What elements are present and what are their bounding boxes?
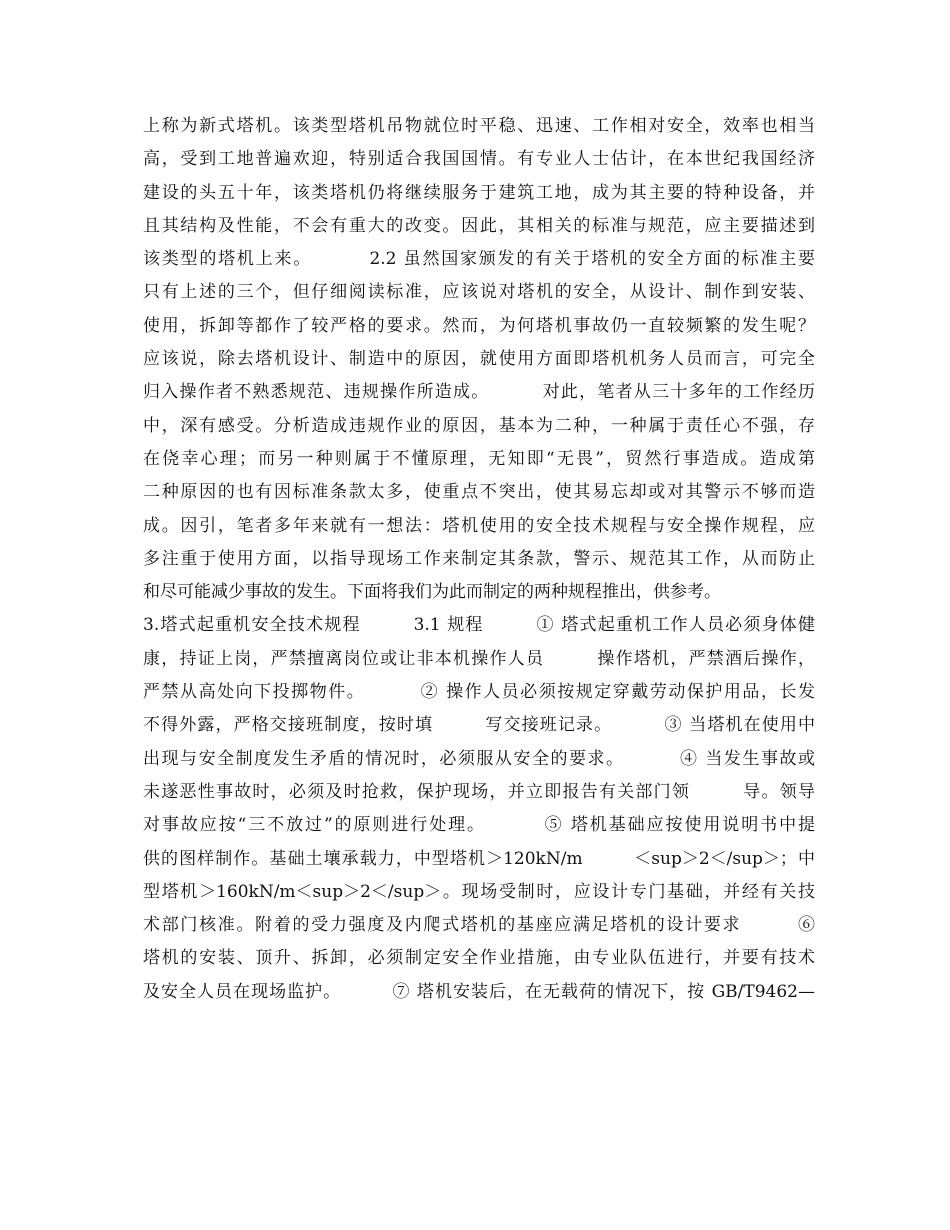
- document-body-text: [143, 110, 815, 1009]
- text-line: 且其结构及性能，不会有重大的改变。因此，其相关的标准与规范，应主要描述到: [143, 215, 815, 236]
- text-line: 中，深有感受。分析造成违规作业的原因，基本为二种，一种属于责任心不强，存: [143, 415, 815, 436]
- text-line: 出现与安全制度发生矛盾的情况时，必须服从安全的要求。 ④ 当发生事故或: [143, 748, 815, 769]
- text-line: 多注重于使用方面，以指导现场工作来制定其条款，警示、规范其工作，从而防止: [143, 548, 815, 569]
- text-line: 型塔机＞160kN/m＜sup＞2＜/sup＞。现场受制时，应设计专门基础，并经有关技: [143, 881, 815, 902]
- text-line: 归入操作者不熟悉规范、违规操作所造成。 对此，笔者从三十多年的工作经历: [143, 382, 815, 403]
- text-line: 术部门核准。附着的受力强度及内爬式塔机的基座应满足塔机的设计要求 ⑥: [143, 915, 815, 936]
- text-line: 和尽可能减少事故的发生。下面将我们为此而制定的两种规程推出，供参考。: [143, 582, 721, 603]
- text-line: 不得外露，严格交接班制度，按时填 写交接班记录。 ③ 当塔机在使用中: [143, 715, 815, 736]
- text-line: 成。因引，笔者多年来就有一想法：塔机使用的安全技术规程与安全操作规程，应: [143, 515, 815, 536]
- text-line: 严禁从高处向下投掷物件。 ② 操作人员必须按规定穿戴劳动保护用品，长发: [143, 682, 815, 703]
- text-line: 高，受到工地普遍欢迎，特别适合我国国情。有专业人士估计，在本世纪我国经济: [143, 149, 815, 170]
- text-line: 该类型的塔机上来。 2.2 虽然国家颁发的有关于塔机的安全方面的标准主要: [143, 249, 815, 270]
- text-line: 对事故应按“三不放过”的原则进行处理。 ⑤ 塔机基础应按使用说明书中提: [143, 815, 815, 836]
- text-line: 3.塔式起重机安全技术规程 3.1 规程 ① 塔式起重机工作人员必须身体健: [143, 615, 815, 636]
- text-line: 康，持证上岗，严禁擅离岗位或让非本机操作人员 操作塔机，严禁酒后操作，: [143, 648, 815, 669]
- text-line: 供的图样制作。基础土壤承载力，中型塔机＞120kN/m ＜sup＞2＜/sup＞；中: [143, 848, 815, 869]
- text-line: 塔机的安装、顶升、拆卸，必须制定安全作业措施，由专业队伍进行，并要有技术: [143, 948, 815, 969]
- text-line: 未遂恶性事故时，必须及时抢救，保护现场，并立即报告有关部门领 导。领导: [143, 781, 815, 802]
- text-line: 在侥幸心理；而另一种则属于不懂原理，无知即“无畏”，贸然行事造成。造成第: [143, 448, 815, 469]
- text-line: 只有上述的三个，但仔细阅读标准，应该说对塔机的安全，从设计、制作到安装、: [143, 282, 815, 303]
- text-line: 使用，拆卸等都作了较严格的要求。然而，为何塔机事故仍一直较频繁的发生呢？: [143, 315, 815, 336]
- text-line: 应该说，除去塔机设计、制造中的原因，就使用方面即塔机机务人员而言，可完全: [143, 349, 815, 370]
- text-line: 上称为新式塔机。该类型塔机吊物就位时平稳、迅速、工作相对安全，效率也相当: [143, 116, 815, 136]
- text-line: 及安全人员在现场监护。 ⑦ 塔机安装后，在无载荷的情况下，按 GB/T9462—: [143, 981, 815, 1002]
- text-line: 二种原因的也有因标准条款太多，使重点不突出，使其易忘却或对其警示不够而造: [143, 482, 815, 503]
- text-line: 建设的头五十年，该类塔机仍将继续服务于建筑工地，成为其主要的特种设备，并: [143, 182, 815, 203]
